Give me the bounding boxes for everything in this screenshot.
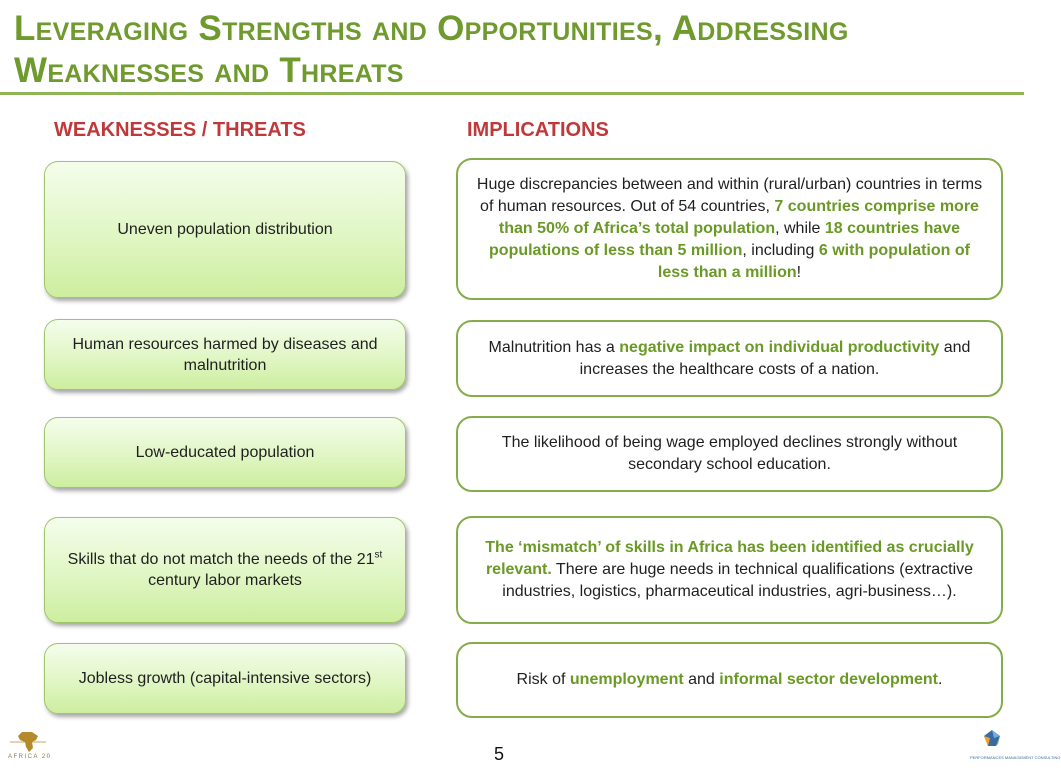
pmc-logo-label: PERFORMANCES MANAGEMENT CONSULTING — [970, 755, 1061, 760]
africa-map-icon — [8, 730, 48, 754]
weakness-text: Uneven population distribution — [117, 221, 333, 238]
implication-text-part: , while — [775, 220, 825, 237]
highlighted-text: The ‘mismatch’ of skills in Africa has been identified as crucially relevant. — [485, 539, 974, 578]
highlighted-text: negative impact on individual productivity — [619, 338, 940, 356]
title-divider — [0, 92, 1024, 95]
page-number: 5 — [494, 744, 505, 764]
implication-text-part: and — [683, 671, 720, 688]
weakness-text-part: century labor markets — [148, 572, 302, 589]
slide-title: Leveraging Strengths and Opportunities, Addressing Weaknesses and Threats — [14, 9, 849, 90]
highlighted-text: 6 with population of less than a million — [657, 242, 970, 281]
highlighted-text: unemployment — [569, 671, 684, 688]
implication-text-part: The likelihood of being wage employed declines strongly without secondary school education. — [501, 434, 958, 473]
implication-box-5 — [456, 642, 1003, 718]
weakness-text — [59, 549, 391, 591]
implication-text — [472, 174, 987, 284]
implication-box-4 — [456, 516, 1003, 624]
implication-text-part: There are huge needs in technical qualifications (extractive industries, logistics, pharmaceutical industries, agri-business…). — [502, 561, 974, 600]
implication-text — [472, 432, 987, 476]
weakness-box-3 — [44, 417, 406, 488]
implication-text-part: , including — [742, 242, 819, 259]
implications-header: IMPLICATIONS — [467, 119, 609, 141]
weakness-text: Jobless growth (capital-intensive sectors) — [78, 670, 372, 687]
weakness-box-5 — [44, 643, 406, 714]
implication-text-part: Malnutrition has a — [488, 338, 620, 356]
weakness-text: Human resources harmed by diseases and malnutrition — [72, 335, 378, 374]
implication-text-part: Risk of — [516, 671, 570, 688]
implication-text-part: . — [938, 671, 943, 688]
weaknesses-threats-header: WEAKNESSES / THREATS — [54, 119, 306, 141]
implication-box-3 — [456, 416, 1003, 492]
weakness-box-1 — [44, 161, 406, 298]
implication-text-part: and increases the healthcare costs of a nation. — [579, 338, 971, 378]
africa-logo-label: AFRICA 20 — [8, 754, 52, 760]
highlighted-text: 7 countries comprise more than 50% of Africa’s total population — [498, 198, 979, 237]
weakness-text-part: Skills that do not match the needs of the 21 — [67, 551, 375, 568]
weakness-box-2 — [44, 319, 406, 390]
implication-box-2 — [456, 320, 1003, 397]
highlighted-text: 18 countries have populations of less than 5 million — [489, 220, 961, 259]
implication-text-part: Huge discrepancies between and within (rural/urban) countries in terms of human resources. Out of 54 countries, — [476, 176, 983, 215]
weakness-text: Low-educated population — [135, 444, 315, 461]
implication-text — [472, 337, 987, 381]
pmc-logo-icon — [970, 728, 1014, 754]
ordinal-superscript: st — [374, 549, 383, 561]
pmc-logo — [970, 728, 1061, 764]
implication-text — [472, 537, 987, 603]
implication-text-part: ! — [796, 264, 802, 281]
implication-text — [517, 669, 943, 691]
highlighted-text: informal sector development — [719, 671, 938, 688]
africa-logo — [8, 730, 68, 764]
implication-box-1 — [456, 158, 1003, 300]
weakness-box-4 — [44, 517, 406, 623]
